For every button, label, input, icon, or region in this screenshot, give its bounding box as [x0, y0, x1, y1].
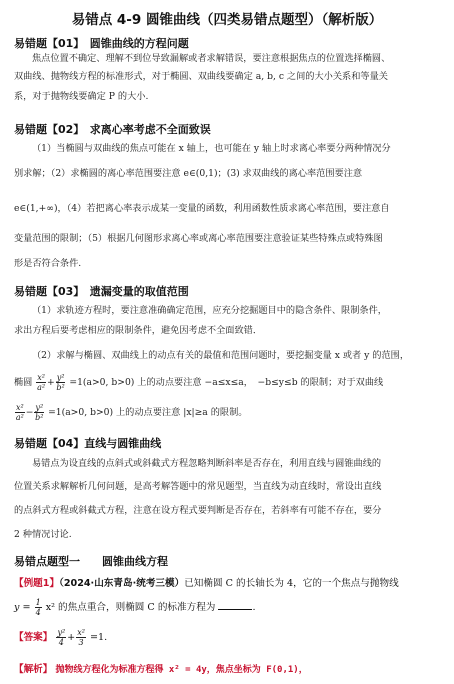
example-text-2: x² 的焦点重合，则椭圆 C 的标准方程为	[45, 602, 216, 613]
fraction-x2-a2: $\frac{\text{x²}}{\text{a²}}$	[37, 373, 46, 392]
t2-line-1: （1）当椭圆与双曲线的焦点可能在 x 轴上，也可能在 y 轴上时求离心率要分两种情况分	[32, 143, 391, 154]
heading-04: 易错题【04】直线与圆锥曲线	[14, 437, 162, 450]
fraction-x2-3: $\frac{\text{x²}}{3}$	[77, 628, 85, 647]
answer-tag: 【答案】	[14, 632, 53, 643]
t2-line-2: 别求解；（2）求椭圆的离心率范围要注意 e∈(0,1)；(3) 求双曲线的离心率范围要注意	[14, 168, 363, 179]
t2-line-3: e∈(1,+∞)，（4）若把离心率表示成某一变量的函数，利用函数性质求离心率范围，要注意自	[14, 203, 390, 214]
fraction-x2-a2-hyper: $\frac{\text{x²}}{\text{a²}}$	[15, 403, 24, 422]
fraction-1-4: $\frac{1}{4}$	[35, 598, 41, 617]
t3-ellipse-label: 椭圆	[14, 377, 33, 388]
heading-01: 易错题【01】 圆锥曲线的方程问题	[14, 37, 189, 50]
t4-line-1: 易错点为设直线的点斜式或斜截式方程忽略判断斜率是否存在，利用直线与圆锥曲线的	[32, 458, 382, 469]
t3-line-4: 椭圆 $\frac{\text{x²}}{\text{a²}}$ + $\frac{\text{y²}}{\text{b²}}$ =1(a>0, b>0) 上的动点要注意 −a≤x≤a， −b≤y≤b 的限制；对于双曲线	[14, 373, 384, 392]
fraction-y2-b2-hyper: $\frac{\text{y²}}{\text{b²}}$	[35, 403, 44, 422]
answer-blank	[218, 609, 252, 610]
heading-03: 易错题【03】 遗漏变量的取值范围	[14, 285, 189, 298]
t3-line-3: （2）求解与椭圆、双曲线上的动点有关的最值和范围问题时，要挖掘变量 x 或者 y 的范围，	[32, 350, 410, 361]
fraction-y2-b2: $\frac{\text{y²}}{\text{b²}}$	[56, 373, 65, 392]
t3-ellipse-text: =1(a>0, b>0) 上的动点要注意 −a≤x≤a， −b≤y≤b 的限制；对于双曲线	[69, 377, 384, 388]
t3-line-2: 求出方程后要考虑相应的限制条件，避免因考虑不全面致错．	[14, 325, 263, 336]
t1-line-3: 系，对于抛物线要确定 P 的大小.	[14, 91, 149, 102]
t1-line-2: 双曲线、抛物线方程的标准形式，对于椭圆、双曲线要确定 a, b, c 之间的大小关系和等量关	[14, 71, 388, 82]
t2-line-5: 形是否符合条件.	[14, 258, 82, 269]
t3-line-1: （1）求轨迹方程时，要注意准确确定范围，应充分挖掘题目中的隐含条件、限制条件，	[32, 305, 387, 316]
fraction-y2-4: $\frac{\text{y²}}{4}$	[57, 628, 66, 647]
section-heading: 易错点题型一 圆锥曲线方程	[14, 555, 168, 568]
example-eq-lhs: y =	[14, 602, 31, 613]
example-text-1: 已知椭圆 C 的长轴长为 4，它的一个焦点与抛物线	[184, 578, 399, 589]
page-title: 易错点 4-9 圆锥曲线（四类易错点题型）（解析版）	[71, 12, 383, 28]
example-line-2: y = $\frac{1}{4}$ x² 的焦点重合，则椭圆 C 的标准方程为 .	[14, 598, 256, 617]
jiexi-line	[14, 661, 308, 675]
t4-line-2: 位置关系求解解析几何问题，是高考解答题中的常见题型，当直线为动直线时，常设出直线	[14, 481, 382, 492]
t4-line-3: 的点斜式方程或斜截式方程，注意在设方程式要判断是否存在，若斜率有可能不存在，要分	[14, 505, 382, 516]
t1-line-1: 焦点位置不确定、理解不到位导致漏解或者求解错误，要注意根据焦点的位置选择椭圆、	[32, 53, 391, 64]
example-line-1	[14, 575, 399, 589]
jiexi-text: 抛物线方程化为标准方程得 x² = 4y，焦点坐标为 F(0,1)，	[55, 665, 308, 675]
answer-line: 【答案】 $\frac{\text{y²}}{4}$ + $\frac{\text{x²}}{3}$ =1.	[14, 628, 108, 647]
t3-line-5: $\frac{\text{x²}}{\text{a²}}$ − $\frac{\text{y²}}{\text{b²}}$ =1(a>0, b>0) 上的动点要注意 |x|≥a 的限制。	[15, 403, 248, 422]
heading-02: 易错题【02】 求离心率考虑不全面致误	[14, 123, 211, 136]
example-source: （2024·山东青岛·统考三模）	[59, 578, 185, 589]
t2-line-4: 变量范围的限制；（5）根据几何图形求离心率或离心率范围要注意验证某些特殊点或特殊图	[14, 233, 383, 244]
t4-line-4: 2 种情况讨论.	[14, 529, 72, 540]
jiexi-tag: 【解析】	[14, 664, 53, 675]
example-tag: 【例题1】	[14, 578, 60, 589]
answer-eq-tail: =1.	[90, 632, 108, 643]
t3-hyperbola-text: =1(a>0, b>0) 上的动点要注意 |x|≥a 的限制。	[48, 407, 248, 418]
